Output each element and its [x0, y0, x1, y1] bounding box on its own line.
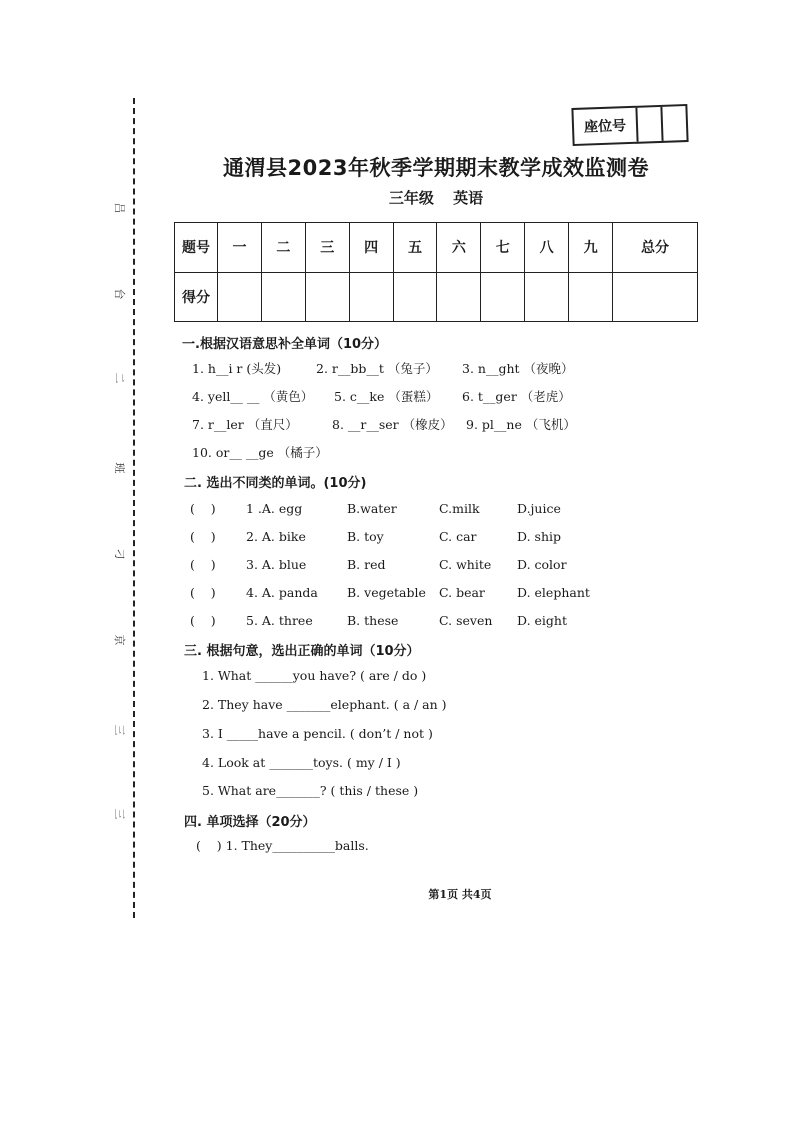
- seat-number-box: [571, 104, 688, 146]
- score-header-cell: 一: [218, 223, 262, 273]
- s2-option-d: D. ship: [517, 529, 561, 544]
- s3-sentence: 3. I _____have a pencil. ( don’t / not ): [202, 726, 433, 741]
- score-header-cell: 九: [569, 223, 613, 273]
- s1-item-9: 9. pl__ne （飞机）: [466, 417, 576, 432]
- s2-option-b: B.water: [347, 501, 397, 516]
- s2-option-c: C. bear: [439, 585, 485, 600]
- score-table-score-row: [175, 272, 698, 322]
- s2-option-d: D. color: [517, 557, 567, 572]
- answer-paren[interactable]: ( ): [190, 529, 216, 544]
- seat-number-cell[interactable]: [662, 106, 686, 141]
- s1-item-6: 6. t__ger （老虎）: [462, 389, 571, 404]
- score-header-cell: 七: [481, 223, 525, 273]
- s2-option-c: C.milk: [439, 501, 480, 516]
- s2-option-c: C. white: [439, 557, 492, 572]
- score-header-cell: 三: [305, 223, 349, 273]
- page-footer: 第1页 共4页: [428, 888, 492, 901]
- s2-option-b: B. vegetable: [347, 585, 426, 600]
- score-cell[interactable]: [349, 272, 393, 322]
- score-cell[interactable]: [393, 272, 437, 322]
- s2-option-b: B. red: [347, 557, 386, 572]
- score-cell[interactable]: [218, 272, 262, 322]
- binding-margin-char: 台: [113, 288, 126, 300]
- s2-option-d: D. elephant: [517, 585, 590, 600]
- score-header-cell: 二: [261, 223, 305, 273]
- score-cell[interactable]: [525, 272, 569, 322]
- s1-item-8: 8. __r__ser （橡皮）: [332, 417, 453, 432]
- s3-sentence: 4. Look at _______toys. ( my / I ): [202, 755, 401, 770]
- s2-option-b: B. toy: [347, 529, 384, 544]
- score-header-cell: 题号: [175, 223, 218, 273]
- answer-paren[interactable]: ( ): [190, 557, 216, 572]
- section-4-title: 四. 单项选择（20分）: [184, 815, 316, 830]
- s1-item-2: 2. r__bb__t （兔子）: [316, 361, 438, 376]
- s2-option-b: B. these: [347, 613, 399, 628]
- section-3-title: 三. 根据句意，选出正确的单词（10分）: [184, 644, 420, 659]
- section-1-title: 一.根据汉语意思补全单词（10分）: [182, 337, 388, 352]
- seat-number-label: 座位号: [573, 108, 638, 144]
- score-cell[interactable]: [569, 272, 613, 322]
- s2-option-c: C. car: [439, 529, 477, 544]
- answer-paren[interactable]: ( ): [190, 613, 216, 628]
- binding-margin-char: 班: [113, 462, 126, 474]
- s1-item-1: 1. h__i r (头发): [192, 361, 282, 376]
- score-header-cell: 八: [525, 223, 569, 273]
- exam-title: 通渭县2023年秋季学期期末教学成效监测卷: [223, 156, 649, 180]
- s1-item-3: 3. n__ght （夜晚）: [462, 361, 574, 376]
- score-row-label: 得分: [175, 272, 218, 322]
- score-table: [174, 222, 698, 322]
- binding-margin-char: 刁: [113, 548, 126, 560]
- binding-margin-char: 二: [113, 372, 126, 384]
- section-2-title: 二. 选出不同类的单词。(10分): [184, 476, 367, 491]
- seat-number-cell[interactable]: [637, 107, 663, 142]
- score-header-cell: 四: [349, 223, 393, 273]
- s2-option-a: 4. A. panda: [246, 585, 318, 600]
- s2-option-a: 5. A. three: [246, 613, 313, 628]
- score-cell[interactable]: [261, 272, 305, 322]
- s2-option-d: D.juice: [517, 501, 561, 516]
- s2-option-a: 3. A. blue: [246, 557, 307, 572]
- s3-sentence: 5. What are_______? ( this / these ): [202, 783, 419, 798]
- binding-margin-char: 吕: [113, 202, 126, 214]
- answer-paren[interactable]: ( ): [190, 585, 216, 600]
- exam-subtitle: 三年级 英语: [388, 189, 484, 207]
- s1-item-7: 7. r__ler （直尺）: [192, 417, 298, 432]
- binding-margin-char: 三: [113, 724, 126, 736]
- s4-question: ( ) 1. They__________balls.: [196, 838, 369, 853]
- score-header-cell: 六: [437, 223, 481, 273]
- s2-option-a: 2. A. bike: [246, 529, 306, 544]
- score-table-header-row: [175, 223, 698, 273]
- binding-dashed-line: [133, 98, 135, 918]
- s1-item-4: 4. yell__ __ （黄色）: [192, 389, 314, 404]
- s2-option-a: 1 .A. egg: [246, 501, 303, 516]
- score-header-cell: 总分: [613, 223, 698, 273]
- score-cell[interactable]: [437, 272, 481, 322]
- s3-sentence: 1. What ______you have? ( are / do ): [202, 668, 427, 683]
- binding-margin-char: 三: [113, 808, 126, 820]
- s3-sentence: 2. They have _______elephant. ( a / an ): [202, 697, 447, 712]
- score-cell[interactable]: [481, 272, 525, 322]
- score-header-cell: 五: [393, 223, 437, 273]
- score-cell[interactable]: [305, 272, 349, 322]
- answer-paren[interactable]: ( ): [190, 501, 216, 516]
- s2-option-c: C. seven: [439, 613, 493, 628]
- score-cell[interactable]: [613, 272, 698, 322]
- binding-margin-char: 京: [113, 634, 126, 646]
- s1-item-10: 10. or__ __ge （橘子）: [192, 445, 328, 460]
- s2-option-d: D. eight: [517, 613, 567, 628]
- s1-item-5: 5. c__ke （蛋糕）: [334, 389, 439, 404]
